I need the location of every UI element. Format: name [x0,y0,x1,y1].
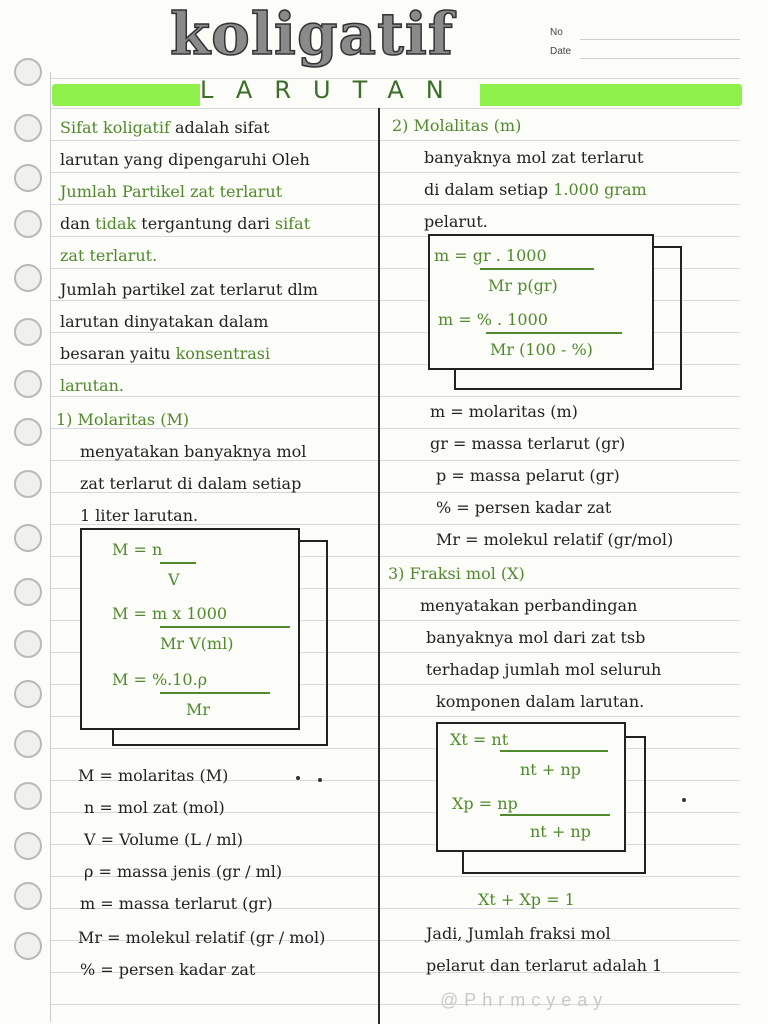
intro-line-8: besaran yaitu konsentrasi [60,344,271,363]
formula-molal-1-den: Mr p(gr) [488,276,558,295]
formula-xt: Xt = nt [450,730,509,749]
legend2-item: p = massa pelarut (gr) [436,466,620,485]
formula-molal-1: m = gr . 1000 [434,246,547,265]
binder-hole [14,264,42,292]
fraksi-desc-4: komponen dalam larutan. [436,692,645,711]
section-molalitas-title: 2) Molalitas (m) [392,116,522,135]
binder-hole [14,730,42,758]
binder-hole [14,782,42,810]
legend-item: V = Volume (L / ml) [84,830,243,849]
binder-hole [14,882,42,910]
formula-xt-den: nt + np [520,760,581,779]
binder-hole [14,164,42,192]
intro-line-5: zat terlarut. [60,246,158,265]
legend-item: M = molaritas (M) [78,766,229,785]
binder-hole [14,680,42,708]
formula-m-n: M = n [112,540,163,559]
intro-line-9: larutan. [60,376,124,395]
no-label: No [550,27,563,38]
molaritas-desc-2: zat terlarut di dalam setiap [80,474,302,493]
page-title: koligatif [170,0,454,68]
molalitas-desc-3: pelarut. [424,212,488,231]
formula-m-percent-den: Mr [186,700,211,719]
legend-item: ρ = massa jenis (gr / ml) [84,862,283,881]
intro-line-7: larutan dinyatakan dalam [60,312,269,331]
intro-line-2: larutan yang dipengaruhi Oleh [60,150,310,169]
conclusion-2: pelarut dan terlarut adalah 1 [426,956,663,975]
legend-item: m = massa terlarut (gr) [80,894,273,913]
molalitas-desc-2: di dalam setiap 1.000 gram [424,180,647,199]
banner-title: LARUTAN [200,76,466,104]
binder-hole [14,932,42,960]
binder-hole [14,832,42,860]
molalitas-desc-1: banyaknya mol zat terlarut [424,148,644,167]
formula-sum: Xt + Xp = 1 [478,890,575,909]
section-molaritas-title: 1) Molaritas (M) [56,410,190,429]
column-divider [378,108,380,1024]
formula-molal-2: m = % . 1000 [438,310,548,329]
binder-hole [14,630,42,658]
binder-hole [14,470,42,498]
watermark: @Phrmcyeay [440,990,609,1010]
formula-m-percent: M = %.10.ρ [112,670,208,689]
legend-item: n = mol zat (mol) [84,798,225,817]
binder-hole [14,318,42,346]
binder-hole [14,418,42,446]
margin-line [50,72,51,1022]
formula-m-n-den: V [168,570,180,589]
conclusion-1: Jadi, Jumlah fraksi mol [426,924,611,943]
binder-hole [14,578,42,606]
formula-molal-2-den: Mr (100 - %) [490,340,593,359]
section-fraksi-title: 3) Fraksi mol (X) [388,564,525,583]
fraksi-desc-1: menyatakan perbandingan [420,596,638,615]
binder-hole [14,524,42,552]
intro-line-1: Sifat koligatif adalah sifat [60,118,270,137]
date-label: Date [550,46,572,57]
formula-xp: Xp = np [452,794,518,813]
legend2-item: m = molaritas (m) [430,402,578,421]
binder-hole [14,370,42,398]
fraksi-desc-3: terhadap jumlah mol seluruh [426,660,662,679]
molaritas-desc-3: 1 liter larutan. [80,506,199,525]
formula-m-mass-den: Mr V(ml) [160,634,234,653]
molaritas-desc-1: menyatakan banyaknya mol [80,442,307,461]
legend2-item: Mr = molekul relatif (gr/mol) [436,530,674,549]
formula-m-mass: M = m x 1000 [112,604,228,623]
binder-hole [14,58,42,86]
legend-item: Mr = molekul relatif (gr / mol) [78,928,326,947]
fraksi-desc-2: banyaknya mol dari zat tsb [426,628,646,647]
intro-line-6: Jumlah partikel zat terlarut dlm [60,280,318,299]
intro-line-4: dan tidak tergantung dari sifat [60,214,311,233]
binder-hole [14,114,42,142]
formula-xp-den: nt + np [530,822,591,841]
legend-item: % = persen kadar zat [80,960,256,979]
intro-line-3: Jumlah Partikel zat terlarut [60,182,283,201]
binder-hole [14,210,42,238]
legend2-item: % = persen kadar zat [436,498,612,517]
legend2-item: gr = massa terlarut (gr) [430,434,626,453]
